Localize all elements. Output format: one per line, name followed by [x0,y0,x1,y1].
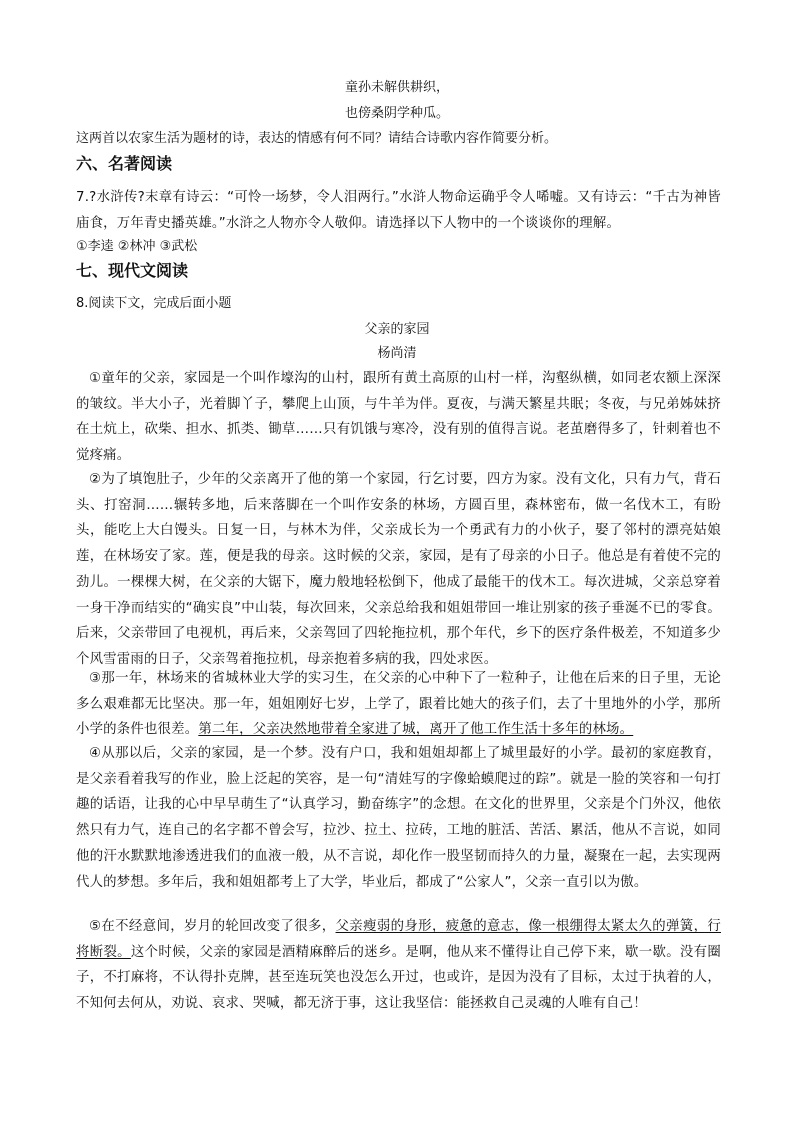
article-paragraph-3 [76,666,721,743]
article-paragraph-2: ②为了填饱肚子，少年的父亲离开了他的第一个家园，行乞讨要，四方为家。没有文化，只有力气，背石头、打窑洞……辗转多地，后来落脚在一个叫作安条的林场，方圆百里，森林密布，做一名伐木工，有盼头，能吃上大白馒头。日复一日，与林木为伴，父亲成长为一个勇武有力的小伙子，娶了邻村的漂亮姑娘莲，在林场安了家。莲，便是我的母亲。这时候的父亲，家园，是有了母亲的小日子。他总是有着使不完的劲儿。一棵棵大树，在父亲的大锯下，魔力般地轻松倒下，他成了最能干的伐木工。每次进城，父亲总穿着一身干净而结实的“确实良”中山装，每次回来，父亲总给我和姐姐带回一堆让别家的孩子垂涎不已的零食。后来，父亲带回了电视机，再后来，父亲驾回了四轮拖拉机，那个年代，乡下的医疗条件极差，不知道多少个风雪雷雨的日子，父亲驾着拖拉机，母亲抱着多病的我，四处求医。 [76,472,721,667]
article-title: 父亲的家园 [364,322,430,337]
article-paragraph-5 [76,914,721,1017]
paragraph-3-text: ③那一年，林场来的省城林业大学的实习生，在父亲的心中种下了一粒种子，让他在后来的日子里，无论多么艰难都无比坚决。那一年，姐姐刚好七岁，上学了，跟着比她大的孩子们，去了十里地外的小学，那所小学的条件也很差。 [76,671,721,738]
question-8-prompt: 8.阅读下文，完成后面小题 [76,296,232,311]
article-paragraph-4: ④从那以后，父亲的家园，是一个梦。没有户口，我和姐姐却都上了城里最好的小学。最初的家庭教育，是父亲看着我写的作业，脸上泛起的笑容，是一句“清娃写的字像蛤蟆爬过的踪”。就是一脸的笑容和一句打趣的话语，让我的心中早早萌生了“认真学习，勤奋练字”的念想。在文化的世界里，父亲是个门外汉，他依然只有力气，连自己的名字都不曾会写，拉沙、拉土、拉砖，工地的脏活、苦活、累活，他从不言说，如同他的汗水默默地渗透进我们的血液一般，从不言说，却化作一股坚韧而持久的力量，凝聚在一起，去实现两代人的梦想。多年后，我和姐姐都考上了大学，毕业后，都成了“公家人”，父亲一直引以为傲。 [76,746,721,890]
section-heading-6: 六、名著阅读 [76,154,173,173]
question-7-options: ①李逵 ②林冲 ③武松 [76,239,198,254]
question-7-text: 7.?水浒传?末章有诗云：“可怜一场梦，令人泪两行。”水浒人物命运确乎令人唏嘘。又有诗云：“千古为神皆庙食，万年青史播英雄。”水浒之人物亦令人敬仰。请选择以下人物中的一个谈谈你的理解。 [76,190,721,231]
poem-line-2: 也傍桑阴学种瓜。 [344,106,449,121]
paragraph-5-underlined-sentence: 父亲瘦弱的身形，疲惫的意志，像一根绷得太紧太久的弹簧，行将断裂。 [76,919,721,960]
paragraph-5-text-start: ⑤在不经意间，岁月的轮回改变了很多， [89,919,336,934]
article-author: 杨尚清 [377,346,417,361]
article-paragraph-1: ①童年的父亲，家园是一个叫作壕沟的山村，跟所有黄土高原的山村一样，沟壑纵横，如同老农额上深深的皱纹。半大小子，光着脚丫子，攀爬上山顶，与牛羊为伴。夏夜，与满天繁星共眠；冬夜，与兄弟姊妹挤在土炕上，砍柴、担水、抓类、锄草……只有饥饿与寒冷，没有别的值得言说。老茧磨得多了，针刺着也不觉疼痛。 [76,371,721,464]
section-heading-7: 七、现代文阅读 [76,261,189,280]
question-6-prompt: 这两首以农家生活为题材的诗，表达的情感有何不同？请结合诗歌内容作简要分析。 [76,131,558,146]
poem-line-1: 童孙未解供耕织， [344,80,449,95]
paragraph-3-underlined-sentence: 第二年，父亲决然地带着全家进了城，离开了他工作生活十多年的林场。 [198,722,634,738]
paragraph-5-text-end: 这个时候，父亲的家园是酒精麻醉后的迷乡。是啊，他从来不懂得让自己停下来，歇一歇。没有圈子，不打麻将，不认得扑克牌，甚至连玩笑也没怎么开过，也或许，是因为没有了目标，太过于执着的人，不知何去何从，劝说、哀求、哭喊，都无济于事，这让我坚信：能拯救自己灵魂的人唯有自己！ [76,944,721,1012]
